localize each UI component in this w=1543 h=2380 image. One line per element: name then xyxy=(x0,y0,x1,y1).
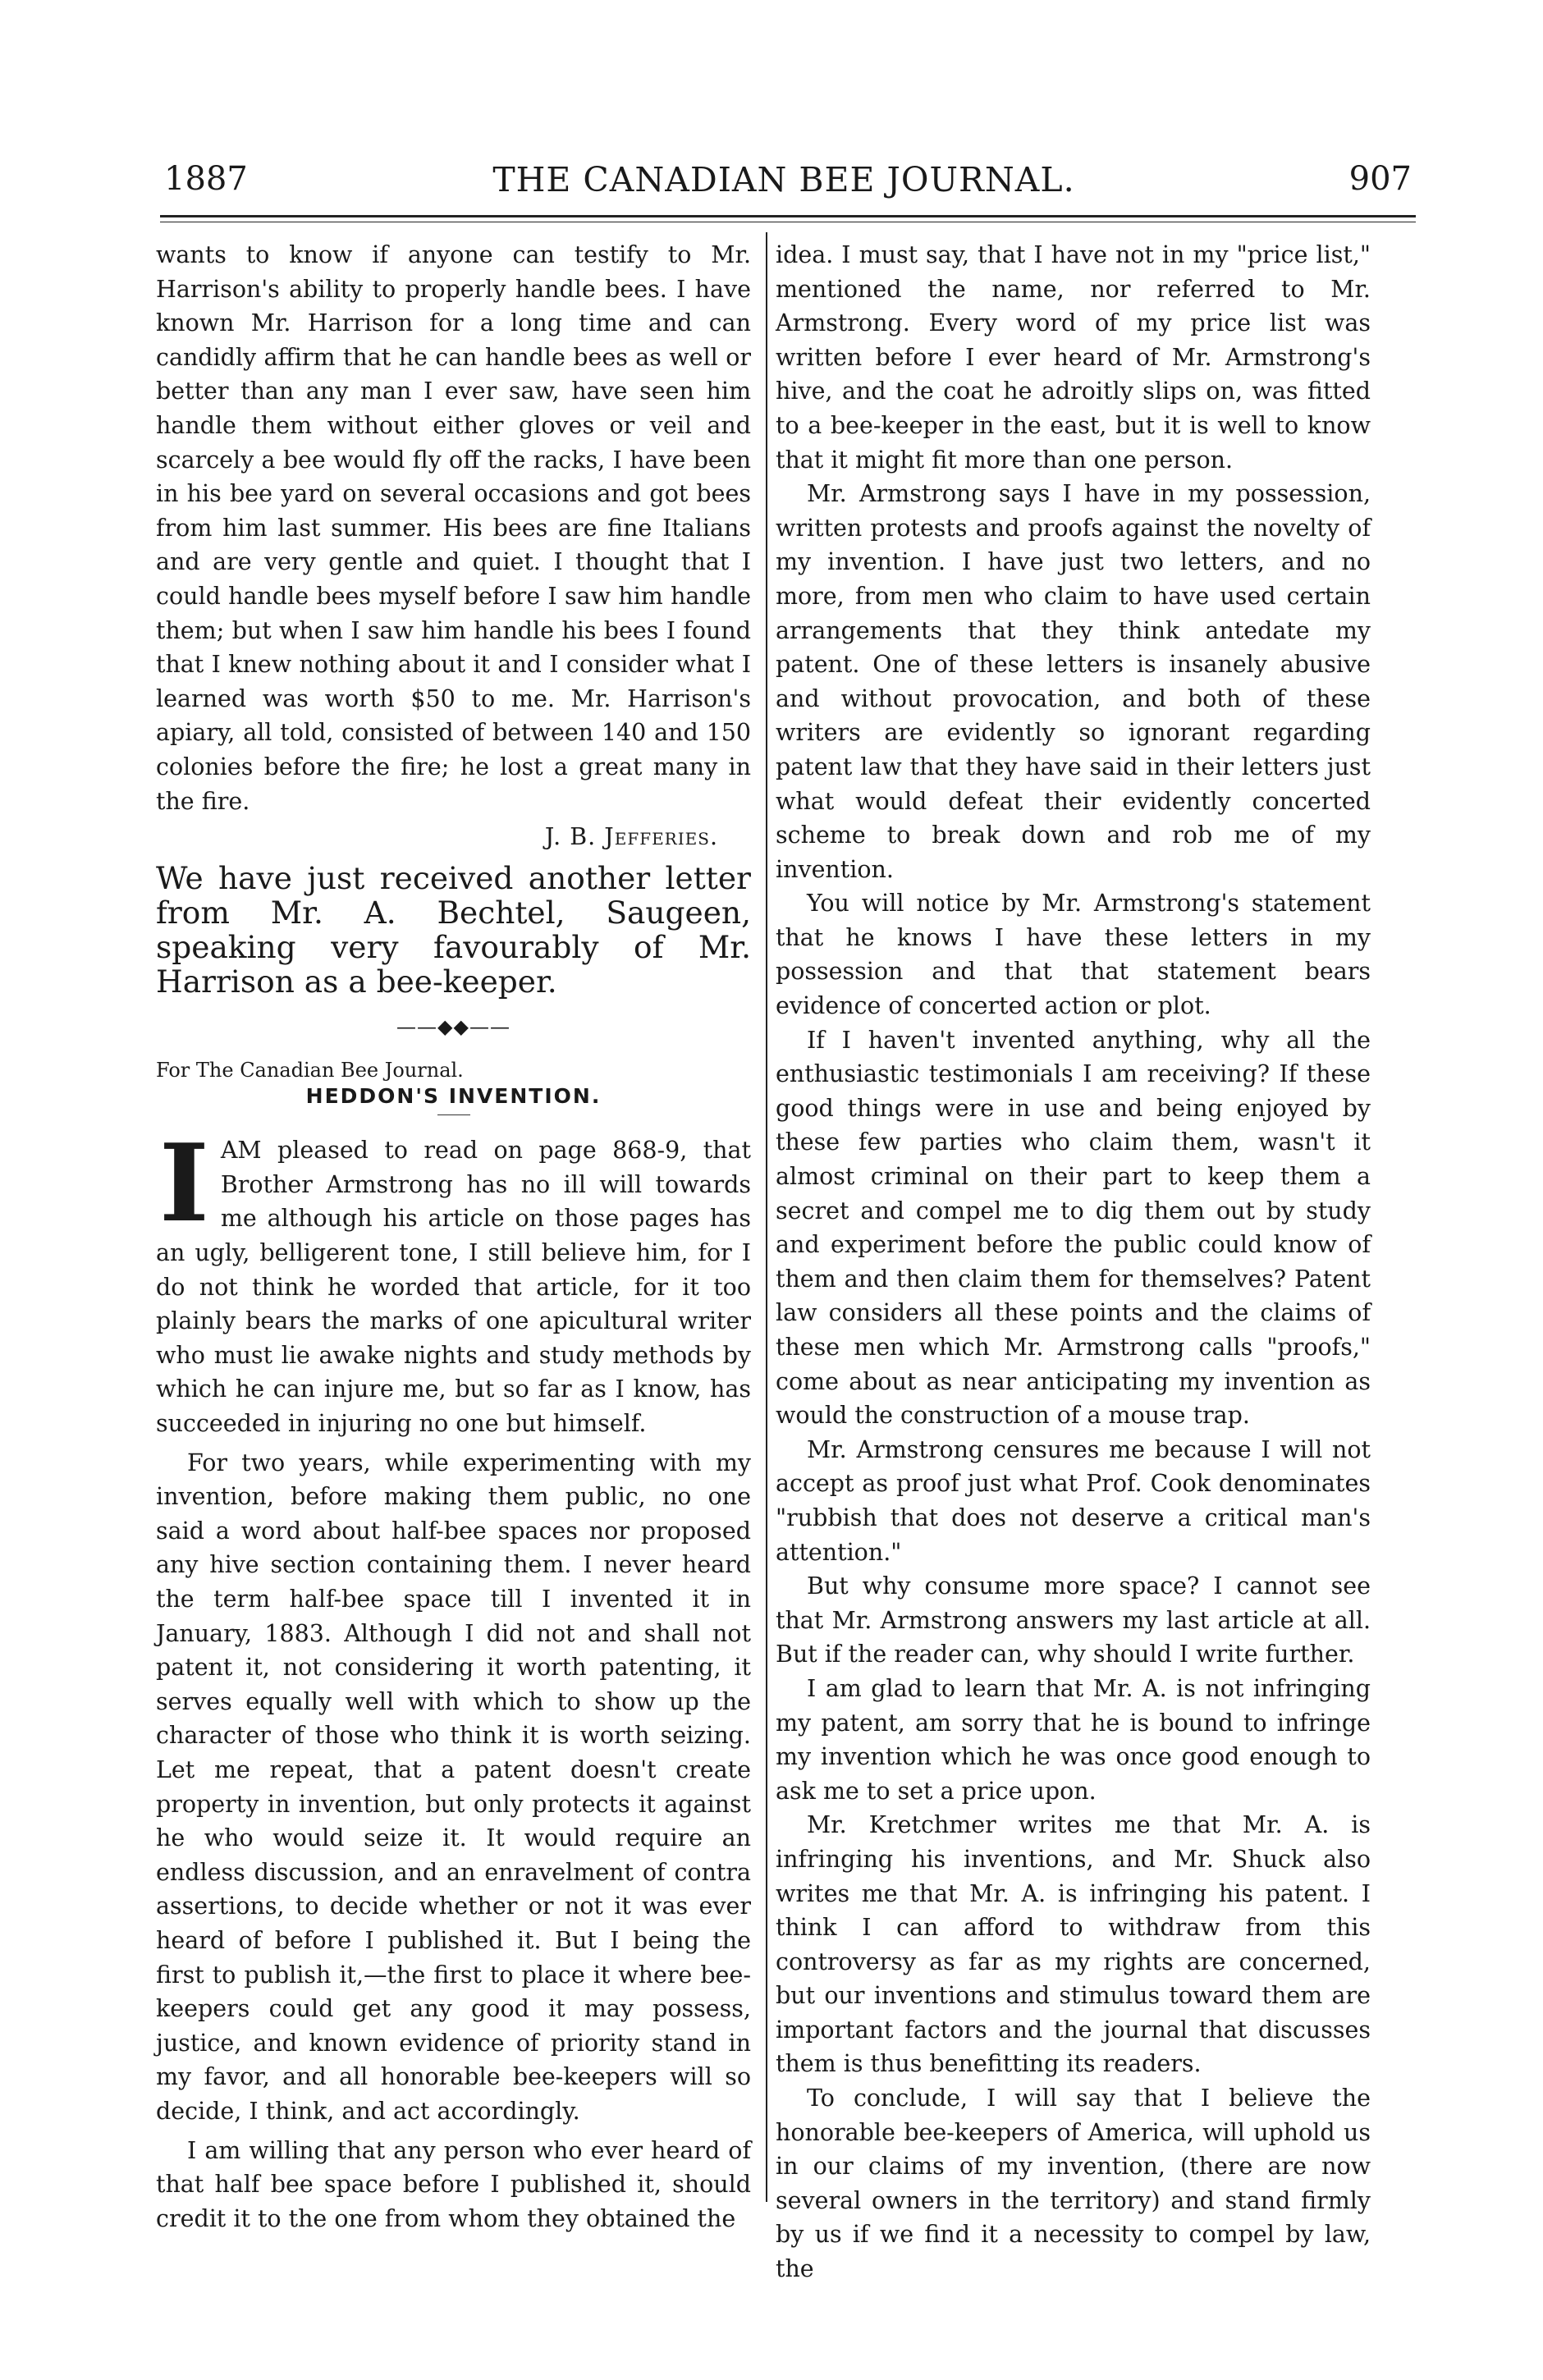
article-paragraph: You will notice by Mr. Armstrong's statement that he knows I have these letters in my possession and that that statement bears evidence of concerted action or plot. xyxy=(776,890,1371,1020)
right-column xyxy=(776,238,1371,2286)
article-paragraph: Mr. Kretchmer writes me that Mr. A. is infringing his inventions, and Mr. Shuck also writes me that Mr. A. is infringing his patent. I think I can afford to withdraw from this controversy as far as my rights are concerned, but our inventions and stimulus toward them are important factors and the journal that discusses them is thus benefitting its readers. xyxy=(776,1811,1371,2078)
article-paragraph: I am glad to learn that Mr. A. is not infringing my patent, am sorry that he is bound to infringe my invention which he was once good enough to ask me to set a price upon. xyxy=(776,1674,1371,1805)
paragraph-text: AM pleased to read on page 868-9, that Brother Armstrong has no ill will towards me although his article on those pages has an ugly, belligerent tone, I still believe him, for I do not think he worded that article, for it too plainly bears the marks of one apicultural writer who must lie awake nights and study methods by which he can injure me, but so far as I know, has succeeded in injuring no one but himself. xyxy=(156,1137,751,1438)
left-column xyxy=(156,238,751,2236)
page-header xyxy=(156,160,1412,209)
editor-note: We have just received another letter from Mr. A. Bechtel, Saugeen, speaking very favourably of Mr. Harrison as a bee-keeper. xyxy=(156,859,751,1000)
page-number: 907 xyxy=(1348,160,1412,198)
article-paragraph: But why consume more space? I cannot see that Mr. Armstrong answers my last article at all. But if the reader can, why should I write further. xyxy=(776,1572,1371,1668)
article-paragraph: idea. I must say, that I have not in my "price list," mentioned the name, nor referred to Mr. Armstrong. Every word of my price list was written before I ever heard of Mr. Armstrong's hive, and the coat he adroitly slips on, was fitted to a bee-keeper in the east, but it is well to know that it might fit more than one person. xyxy=(776,241,1371,474)
article-paragraph: I am willing that any person who ever heard of that half bee space before I published it, should credit it to the one from whom they obtained the xyxy=(156,2136,751,2232)
header-year: 1887 xyxy=(164,160,248,198)
article-paragraph: Mr. Armstrong says I have in my possession, written protests and proofs against the novelty of my invention. I have just two letters, and no more, from men who claim to have used certain arrangements that they think antedate my patent. One of these letters is insanely abusive and without provocation, and both of these writers are evidently so ignorant regarding patent law that they have said in their letters just what would defeat their evidently concerted scheme to break down and rob me of my invention. xyxy=(776,480,1371,883)
article-paragraph: Mr. Armstrong censures me because I will not accept as proof just what Prof. Cook denominates "rubbish that does not deserve a critical man's attention." xyxy=(776,1435,1371,1566)
source-line: For The Canadian Bee Journal. xyxy=(156,1059,464,1082)
article-paragraph: To conclude, I will say that I believe the honorable bee-keepers of America, will uphold us in our claims of my invention, (there are now several owners in the territory) and stand firmly by us if we find it a necessity to compel by law, the xyxy=(776,2085,1371,2283)
article-title: HEDDON'S INVENTION. xyxy=(305,1084,602,1109)
header-rule-thick xyxy=(160,215,1416,217)
letter-signature: J. B. Jefferies. xyxy=(544,823,718,851)
title-rule xyxy=(437,1114,470,1115)
article-paragraph: If I haven't invented anything, why all the enthusiastic testimonials I am receiving? If these good things were in use and being enjoyed by these few parties who claim them, wasn't it almost criminal on their part to keep them a secret and compel me to dig them out by study and experiment before the public could know of them and then claim them for themselves? Patent law considers all these points and the claims of these men which Mr. Armstrong calls "proofs," come about as near anticipating my invention as would the construction of a mouse trap. xyxy=(776,1026,1371,1430)
article-paragraph: For two years, while experimenting with my invention, before making them public, no one said a word about half-bee spaces nor proposed any hive section containing them. I never heard the term half-bee space till I invented it in January, 1883. Although I did not and shall not patent it, not considering it worth patenting, it serves equally well with which to show up the character of those who think it is worth seizing. Let me repeat, that a patent doesn't create property in invention, but only protects it against he who would seize it. It would require an endless discussion, and an enravelment of contra assertions, to decide whether or not it was ever heard of before I published it. But I being the first to publish it,—the first to place it where bee-keepers could get any good it may possess, justice, and known evidence of priority stand in my favor, and all honorable bee-keepers will so decide, I think, and act accordingly. xyxy=(156,1449,751,2125)
article-paragraph xyxy=(156,1120,751,1440)
letter-continuation-paragraph: wants to know if anyone can testify to Mr. Harrison's ability to properly handle bees. I have known Mr. Harrison for a long time and can candidly affirm that he can handle bees as well or better than any man I ever saw, have seen him handle them without either gloves or veil and scarcely a bee would fly off the racks, I have been in his bee yard on several occasions and got bees from him last summer. His bees are fine Italians and are very gentle and quiet. I thought that I could handle bees myself before I saw him handle them; but when I saw him handle his bees I found that I knew nothing about it and I consider what I learned was worth $50 to me. Mr. Harrison's apiary, all told, consisted of between 140 and 150 colonies before the fire; he lost a great many in the fire. xyxy=(156,241,751,815)
column-divider xyxy=(766,232,767,2202)
section-ornament: ——◆◆—— xyxy=(396,1014,511,1038)
journal-title: THE CANADIAN BEE JOURNAL. xyxy=(492,160,1075,199)
drop-cap: I xyxy=(159,1120,209,1247)
